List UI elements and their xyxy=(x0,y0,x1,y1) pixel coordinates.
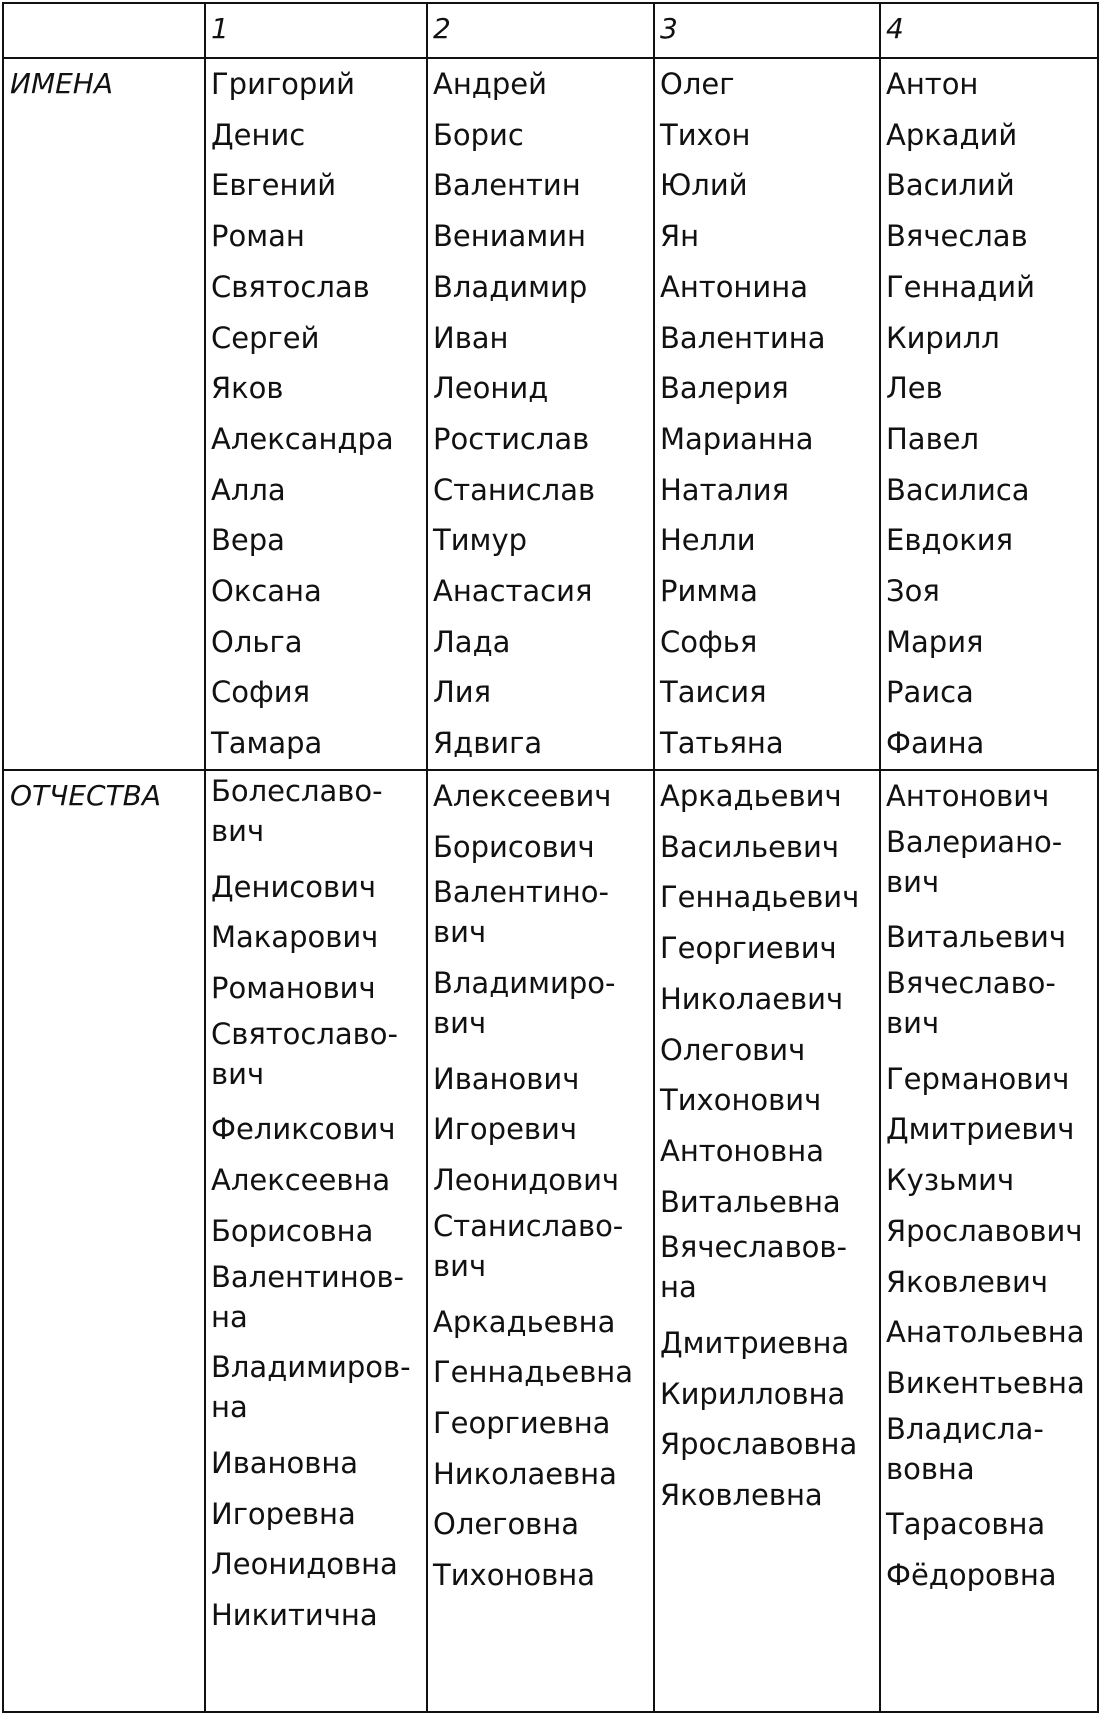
patronymic-item: Кирилловна xyxy=(660,1376,846,1411)
patronymic-item: Феликсович xyxy=(211,1112,396,1147)
name-item: Василий xyxy=(886,168,1015,203)
name-item: Денис xyxy=(211,117,306,152)
name-item: Ядвига xyxy=(433,726,543,761)
patronymic-item-part: вич xyxy=(211,1056,265,1091)
patronymic-item: Витальевна xyxy=(660,1184,841,1219)
header-row xyxy=(3,3,1098,58)
patronymic-item: Макарович xyxy=(211,920,379,955)
patronymic-item: Иванович xyxy=(433,1061,580,1096)
patronymic-item: Антоновна xyxy=(660,1133,824,1168)
row-label-names: ИМЕНА xyxy=(3,58,205,770)
patronymic-item: Аркадьевна xyxy=(433,1304,616,1339)
patronymic-item-part: Вячеславов- xyxy=(660,1230,847,1265)
name-item: Вера xyxy=(211,523,285,558)
name-item: Иван xyxy=(433,320,509,355)
patronymic-item-part: вич xyxy=(433,915,487,950)
patronymic-item: Игоревич xyxy=(433,1112,577,1147)
name-item: Павел xyxy=(886,421,980,456)
patronymic-item-part: Болеславо- xyxy=(211,774,383,808)
patronymics-cell-2 xyxy=(427,770,654,1712)
patronymic-item: Игоревна xyxy=(211,1496,356,1531)
name-item: Кирилл xyxy=(886,320,1000,355)
patronymic-item xyxy=(211,1014,426,1105)
patronymic-item: Леонидович xyxy=(433,1163,620,1198)
patronymic-item: Леонидовна xyxy=(211,1547,398,1582)
name-item: Борис xyxy=(433,117,524,152)
patronymics-cell-4 xyxy=(880,770,1098,1712)
patronymic-item xyxy=(211,1347,426,1438)
name-item: Юлий xyxy=(660,168,748,203)
patronymic-item: Ярославовна xyxy=(660,1427,858,1462)
names-cell-4 xyxy=(880,58,1098,770)
column-header-2: 2 xyxy=(427,3,654,58)
patronymic-item xyxy=(433,963,653,1054)
name-item: Вячеслав xyxy=(886,219,1028,254)
patronymic-item-part: вовна xyxy=(886,1451,975,1486)
patronymic-item: Аркадьевич xyxy=(660,779,842,813)
name-item: Таисия xyxy=(660,675,767,710)
patronymic-item: Яковлевна xyxy=(660,1478,823,1513)
column-header-3: 3 xyxy=(654,3,880,58)
names-cell-3 xyxy=(654,58,880,770)
name-item: Анастасия xyxy=(433,574,593,609)
patronymic-item: Кузьмич xyxy=(886,1163,1015,1198)
name-item: Фаина xyxy=(886,726,985,761)
name-item: Станислав xyxy=(433,472,596,507)
name-item: София xyxy=(211,675,311,710)
name-item: Лев xyxy=(886,371,943,406)
name-item: Антон xyxy=(886,67,979,101)
name-item: Раиса xyxy=(886,675,974,710)
patronymic-item: Ивановна xyxy=(211,1445,359,1480)
name-item: Евдокия xyxy=(886,523,1014,558)
patronymic-item: Тихонович xyxy=(660,1083,822,1118)
patronymic-item: Николаевич xyxy=(660,981,844,1016)
name-item: Александра xyxy=(211,421,394,456)
name-item: Римма xyxy=(660,574,758,609)
name-item: Валерия xyxy=(660,371,789,406)
name-item: Оксана xyxy=(211,574,322,609)
patronymic-item xyxy=(886,1409,1097,1500)
patronymic-item: Германович xyxy=(886,1061,1070,1096)
patronymic-item: Романович xyxy=(211,971,376,1006)
name-item: Зоя xyxy=(886,574,940,609)
patronymic-item xyxy=(211,771,426,862)
name-item: Евгений xyxy=(211,168,337,203)
patronymic-item: Ярославович xyxy=(886,1213,1083,1248)
name-item: Святослав xyxy=(211,269,370,304)
name-item: Вениамин xyxy=(433,219,587,254)
row-label-patronymics: ОТЧЕСТВА xyxy=(3,770,205,1712)
patronymic-item-part: Вячеславо- xyxy=(886,966,1056,1001)
patronymic-item: Олегович xyxy=(660,1032,806,1067)
name-item: Алла xyxy=(211,472,286,507)
patronymic-item: Георгиевич xyxy=(660,931,837,966)
patronymic-item: Яковлевич xyxy=(886,1264,1048,1299)
name-item: Марианна xyxy=(660,421,814,456)
name-item: Андрей xyxy=(433,67,547,101)
name-item: Леонид xyxy=(433,371,549,406)
name-item: Лада xyxy=(433,624,511,659)
name-item: Тихон xyxy=(660,117,751,152)
name-item: Аркадий xyxy=(886,117,1018,152)
patronymics-cell-1 xyxy=(205,770,427,1712)
name-item: Сергей xyxy=(211,320,320,355)
patronymic-item xyxy=(886,822,1097,913)
patronymic-item: Антонович xyxy=(886,779,1050,813)
name-item: Ольга xyxy=(211,624,303,659)
name-item: Мария xyxy=(886,624,984,659)
patronymic-item xyxy=(433,1206,653,1297)
patronymic-item: Анатольевна xyxy=(886,1315,1085,1350)
name-item: Антонина xyxy=(660,269,808,304)
patronymic-item: Тарасовна xyxy=(886,1507,1046,1542)
name-item: Ростислав xyxy=(433,421,590,456)
name-item: Лия xyxy=(433,675,492,710)
name-item: Яков xyxy=(211,371,284,406)
name-item: Григорий xyxy=(211,67,356,101)
patronymic-item: Борисович xyxy=(433,829,595,864)
patronymic-item: Никитична xyxy=(211,1598,378,1633)
patronymic-item xyxy=(886,963,1097,1054)
patronymic-item xyxy=(433,872,653,963)
names-row xyxy=(3,58,1098,770)
column-header-4: 4 xyxy=(880,3,1098,58)
patronymic-item-part: вич xyxy=(886,1006,940,1041)
patronymic-item-part: Владисла- xyxy=(886,1411,1044,1446)
patronymic-item: Денисович xyxy=(211,869,377,904)
patronymic-item: Николаевна xyxy=(433,1456,617,1491)
names-cell-1 xyxy=(205,58,427,770)
patronymic-item-part: вич xyxy=(211,814,265,848)
patronymic-item-part: Святославо- xyxy=(211,1016,398,1051)
name-item: Геннадий xyxy=(886,269,1035,304)
name-item: Василиса xyxy=(886,472,1030,507)
patronymic-item-part: на xyxy=(660,1270,697,1305)
names-patronymics-table xyxy=(2,2,1099,1713)
name-item: Наталия xyxy=(660,472,790,507)
patronymic-item-part: Валентинов- xyxy=(211,1259,405,1294)
names-cell-2 xyxy=(427,58,654,770)
patronymic-item: Васильевич xyxy=(660,829,839,864)
patronymic-item-part: на xyxy=(211,1299,248,1334)
patronymic-item: Геннадьевич xyxy=(660,880,860,915)
patronymic-item: Дмитриевна xyxy=(660,1326,850,1361)
name-item: Олег xyxy=(660,67,735,101)
name-item: Тамара xyxy=(211,726,323,761)
name-item: Валентина xyxy=(660,320,826,355)
patronymic-item: Дмитриевич xyxy=(886,1112,1075,1147)
name-item: Роман xyxy=(211,219,305,254)
patronymic-item-part: Валериано- xyxy=(886,824,1063,859)
name-item: Татьяна xyxy=(660,726,784,761)
patronymic-item: Викентьевна xyxy=(886,1366,1085,1400)
patronymics-row xyxy=(3,770,1098,1712)
patronymic-item xyxy=(660,1227,879,1318)
name-item: Софья xyxy=(660,624,758,659)
header-corner-cell xyxy=(3,3,205,58)
name-item: Нелли xyxy=(660,523,756,558)
name-item: Тимур xyxy=(433,523,528,558)
patronymic-item-part: вич xyxy=(433,1248,487,1283)
patronymic-item-part: на xyxy=(211,1390,248,1425)
patronymic-item: Георгиевна xyxy=(433,1405,611,1440)
patronymic-item-part: вич xyxy=(886,864,940,899)
name-item: Ян xyxy=(660,219,700,254)
name-item: Владимир xyxy=(433,269,588,304)
name-item: Валентин xyxy=(433,168,581,203)
patronymic-item: Фёдоровна xyxy=(886,1558,1057,1593)
patronymic-item-part: Станиславо- xyxy=(433,1208,624,1243)
patronymic-item-part: Владимиро- xyxy=(433,966,616,1001)
patronymic-item: Алексеевич xyxy=(433,779,612,813)
patronymic-item-part: вич xyxy=(433,1006,487,1041)
patronymic-item xyxy=(211,1257,426,1348)
column-header-1: 1 xyxy=(205,3,427,58)
patronymic-item-part: Валентино- xyxy=(433,875,609,910)
patronymics-cell-3 xyxy=(654,770,880,1712)
patronymic-item: Тихоновна xyxy=(433,1558,595,1593)
patronymic-item: Алексеевна xyxy=(211,1163,391,1198)
patronymic-item: Геннадьевна xyxy=(433,1355,634,1390)
patronymic-item-part: Владимиров- xyxy=(211,1350,411,1385)
patronymic-item: Борисовна xyxy=(211,1213,374,1248)
patronymic-item: Витальевич xyxy=(886,920,1066,955)
patronymic-item: Олеговна xyxy=(433,1507,580,1542)
